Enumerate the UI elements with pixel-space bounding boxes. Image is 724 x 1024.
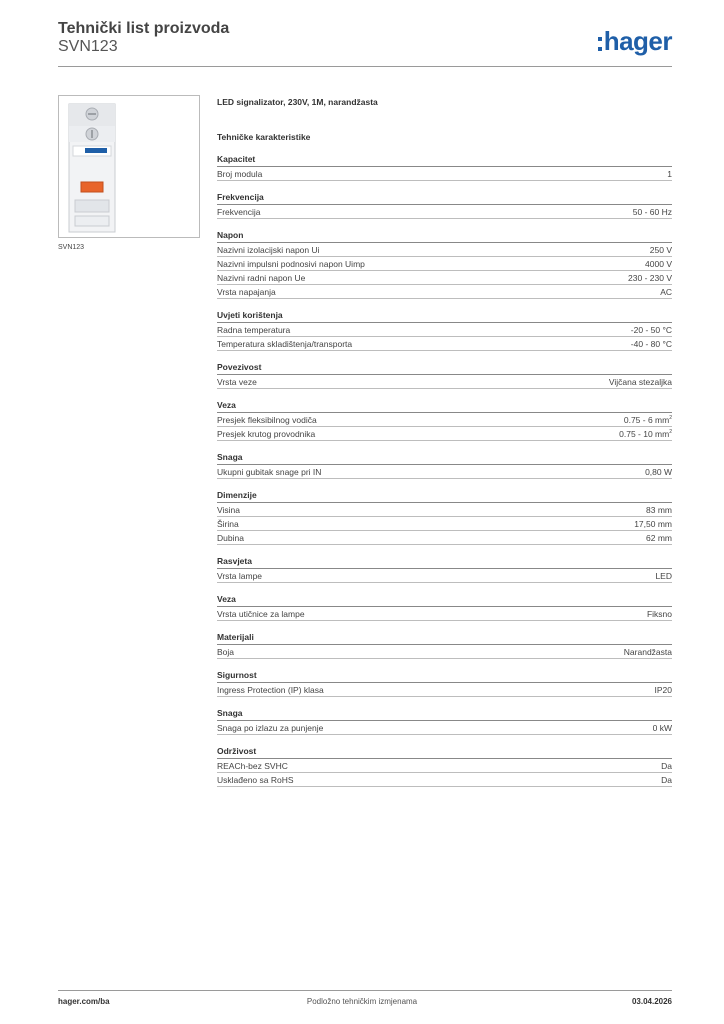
spec-row	[217, 773, 672, 787]
footer-date: 03.04.2026	[631, 997, 672, 1006]
spec-label: Vrsta napajanja	[217, 287, 276, 297]
spec-group	[217, 670, 672, 697]
spec-value: LED	[655, 571, 672, 581]
spec-value: 4000 V	[645, 259, 672, 269]
spec-group	[217, 154, 672, 181]
doc-subtitle: SVN123	[58, 38, 118, 55]
image-caption: SVN123	[58, 244, 85, 251]
spec-row	[217, 607, 672, 621]
spec-row	[217, 721, 672, 735]
spec-row	[217, 531, 672, 545]
spec-label: Radna temperatura	[217, 325, 291, 335]
spec-value-cell	[628, 272, 672, 284]
spec-group-title: Napon	[217, 230, 672, 243]
spec-row	[217, 205, 672, 219]
spec-group-title: Kapacitet	[217, 154, 672, 167]
spec-value: 50 - 60 Hz	[632, 207, 672, 217]
spec-row	[217, 427, 672, 441]
spec-group-title: Sigurnost	[217, 670, 672, 683]
section-title: Tehničke karakteristike	[217, 132, 311, 142]
footer-rule	[58, 990, 672, 991]
spec-label: Ingress Protection (IP) klasa	[217, 685, 324, 695]
spec-value: 230 - 230 V	[628, 273, 672, 283]
spec-value: AC	[660, 287, 672, 297]
spec-group	[217, 400, 672, 441]
spec-value-cell	[624, 414, 672, 426]
spec-group-title: Veza	[217, 400, 672, 413]
spec-group	[217, 230, 672, 299]
spec-group-title: Materijali	[217, 632, 672, 645]
spec-row	[217, 375, 672, 389]
spec-value-cell	[647, 608, 672, 620]
doc-title: Tehnički list proizvoda	[58, 20, 230, 37]
spec-group	[217, 490, 672, 545]
spec-value: 17,50 mm	[634, 519, 672, 529]
spec-row	[217, 759, 672, 773]
spec-value-cell	[624, 646, 672, 658]
spec-group-title: Održivost	[217, 746, 672, 759]
spec-group	[217, 708, 672, 735]
spec-row	[217, 569, 672, 583]
spec-row	[217, 337, 672, 351]
spec-label: Snaga po izlazu za punjenje	[217, 723, 324, 733]
spec-value: 0.75 - 6 mm	[623, 415, 670, 425]
spec-row	[217, 167, 672, 181]
spec-value: Da	[661, 775, 672, 785]
spec-value: 0 kW	[652, 723, 672, 733]
spec-row	[217, 257, 672, 271]
product-image	[59, 96, 199, 237]
spec-group-title: Snaga	[217, 452, 672, 465]
spec-row	[217, 323, 672, 337]
spec-value-superscript: 2	[669, 429, 672, 436]
spec-value-cell	[631, 338, 672, 350]
spec-row	[217, 243, 672, 257]
spec-row	[217, 517, 672, 531]
spec-group	[217, 594, 672, 621]
spec-group	[217, 310, 672, 351]
spec-label: Ukupni gubitak snage pri IN	[217, 467, 322, 477]
logo-colon-icon	[598, 37, 602, 51]
spec-value-cell	[645, 258, 672, 270]
product-image-frame	[58, 95, 200, 238]
spec-group	[217, 192, 672, 219]
spec-value-cell	[655, 570, 672, 582]
spec-value-cell	[634, 518, 672, 530]
spec-group	[217, 632, 672, 659]
spec-value-cell	[646, 504, 672, 516]
spec-value: -20 - 50 °C	[630, 325, 672, 335]
spec-label: Dubina	[217, 533, 244, 543]
spec-label: Usklađeno sa RoHS	[217, 775, 294, 785]
spec-value-cell	[661, 760, 672, 772]
spec-value: IP20	[654, 685, 672, 695]
spec-value-cell	[609, 376, 672, 388]
spec-value: 0,80 W	[645, 467, 672, 477]
spec-label: REACh-bez SVHC	[217, 761, 288, 771]
spec-value: Vijčana stezaljka	[608, 377, 672, 387]
spec-row	[217, 285, 672, 299]
spec-groups	[217, 154, 672, 787]
spec-label: Nazivni radni napon Ue	[217, 273, 306, 283]
specs-content	[217, 96, 672, 787]
spec-value: 250 V	[649, 245, 672, 255]
spec-value: 1	[667, 169, 672, 179]
spec-label: Širina	[217, 519, 239, 529]
spec-label: Vrsta utičnice za lampe	[217, 609, 305, 619]
spec-group	[217, 556, 672, 583]
spec-value-cell	[650, 244, 672, 256]
spec-value: 62 mm	[646, 533, 672, 543]
spec-value-cell	[633, 206, 672, 218]
spec-group-title: Veza	[217, 594, 672, 607]
spec-value-cell	[653, 722, 672, 734]
logo-wordmark: hager	[603, 26, 672, 56]
spec-label: Visina	[217, 505, 240, 515]
spec-value-cell	[667, 168, 672, 180]
spec-value-cell	[619, 428, 672, 440]
footer-disclaimer: Podložno tehničkim izmjenama	[306, 997, 418, 1006]
spec-row	[217, 271, 672, 285]
spec-value: Da	[661, 761, 672, 771]
spec-value-cell	[655, 684, 673, 696]
spec-group-title: Snaga	[217, 708, 672, 721]
spec-group-title: Frekvencija	[217, 192, 672, 205]
spec-group-title: Rasvjeta	[217, 556, 672, 569]
spec-group	[217, 362, 672, 389]
spec-row	[217, 465, 672, 479]
hager-logo	[598, 26, 672, 56]
spec-label: Broj modula	[217, 169, 263, 179]
spec-row	[217, 413, 672, 427]
product-name: LED signalizator, 230V, 1M, narandžasta	[217, 97, 378, 107]
spec-row	[217, 683, 672, 697]
spec-group-title: Povezivost	[217, 362, 672, 375]
spec-value-cell	[661, 774, 672, 786]
spec-label: Boja	[217, 647, 235, 657]
spec-value: Fiksno	[646, 609, 672, 619]
spec-group	[217, 746, 672, 787]
spec-value-cell	[646, 532, 672, 544]
spec-value-cell	[645, 466, 672, 478]
spec-value-cell	[660, 286, 672, 298]
spec-group-title: Dimenzije	[217, 490, 672, 503]
spec-value-cell	[631, 324, 672, 336]
spec-label: Temperatura skladištenja/transporta	[217, 339, 353, 349]
spec-value: Narandžasta	[623, 647, 672, 657]
spec-label: Vrsta veze	[217, 377, 257, 387]
spec-label: Frekvencija	[217, 207, 261, 217]
spec-row	[217, 503, 672, 517]
spec-label: Presjek fleksibilnog vodiča	[217, 415, 317, 425]
spec-group-title: Uvjeti korištenja	[217, 310, 672, 323]
spec-value-superscript: 2	[669, 415, 672, 422]
spec-label: Nazivni impulsni podnosivi napon Uimp	[217, 259, 365, 269]
footer-website: hager.com/ba	[58, 997, 110, 1006]
spec-value: -40 - 80 °C	[630, 339, 672, 349]
spec-value: 0.75 - 10 mm	[619, 429, 670, 439]
spec-value: 83 mm	[646, 505, 672, 515]
spec-label: Vrsta lampe	[217, 571, 263, 581]
spec-label: Nazivni izolacijski napon Ui	[217, 245, 320, 255]
spec-row	[217, 645, 672, 659]
spec-group	[217, 452, 672, 479]
spec-label: Presjek krutog provodnika	[217, 429, 316, 439]
header-rule	[58, 66, 672, 67]
